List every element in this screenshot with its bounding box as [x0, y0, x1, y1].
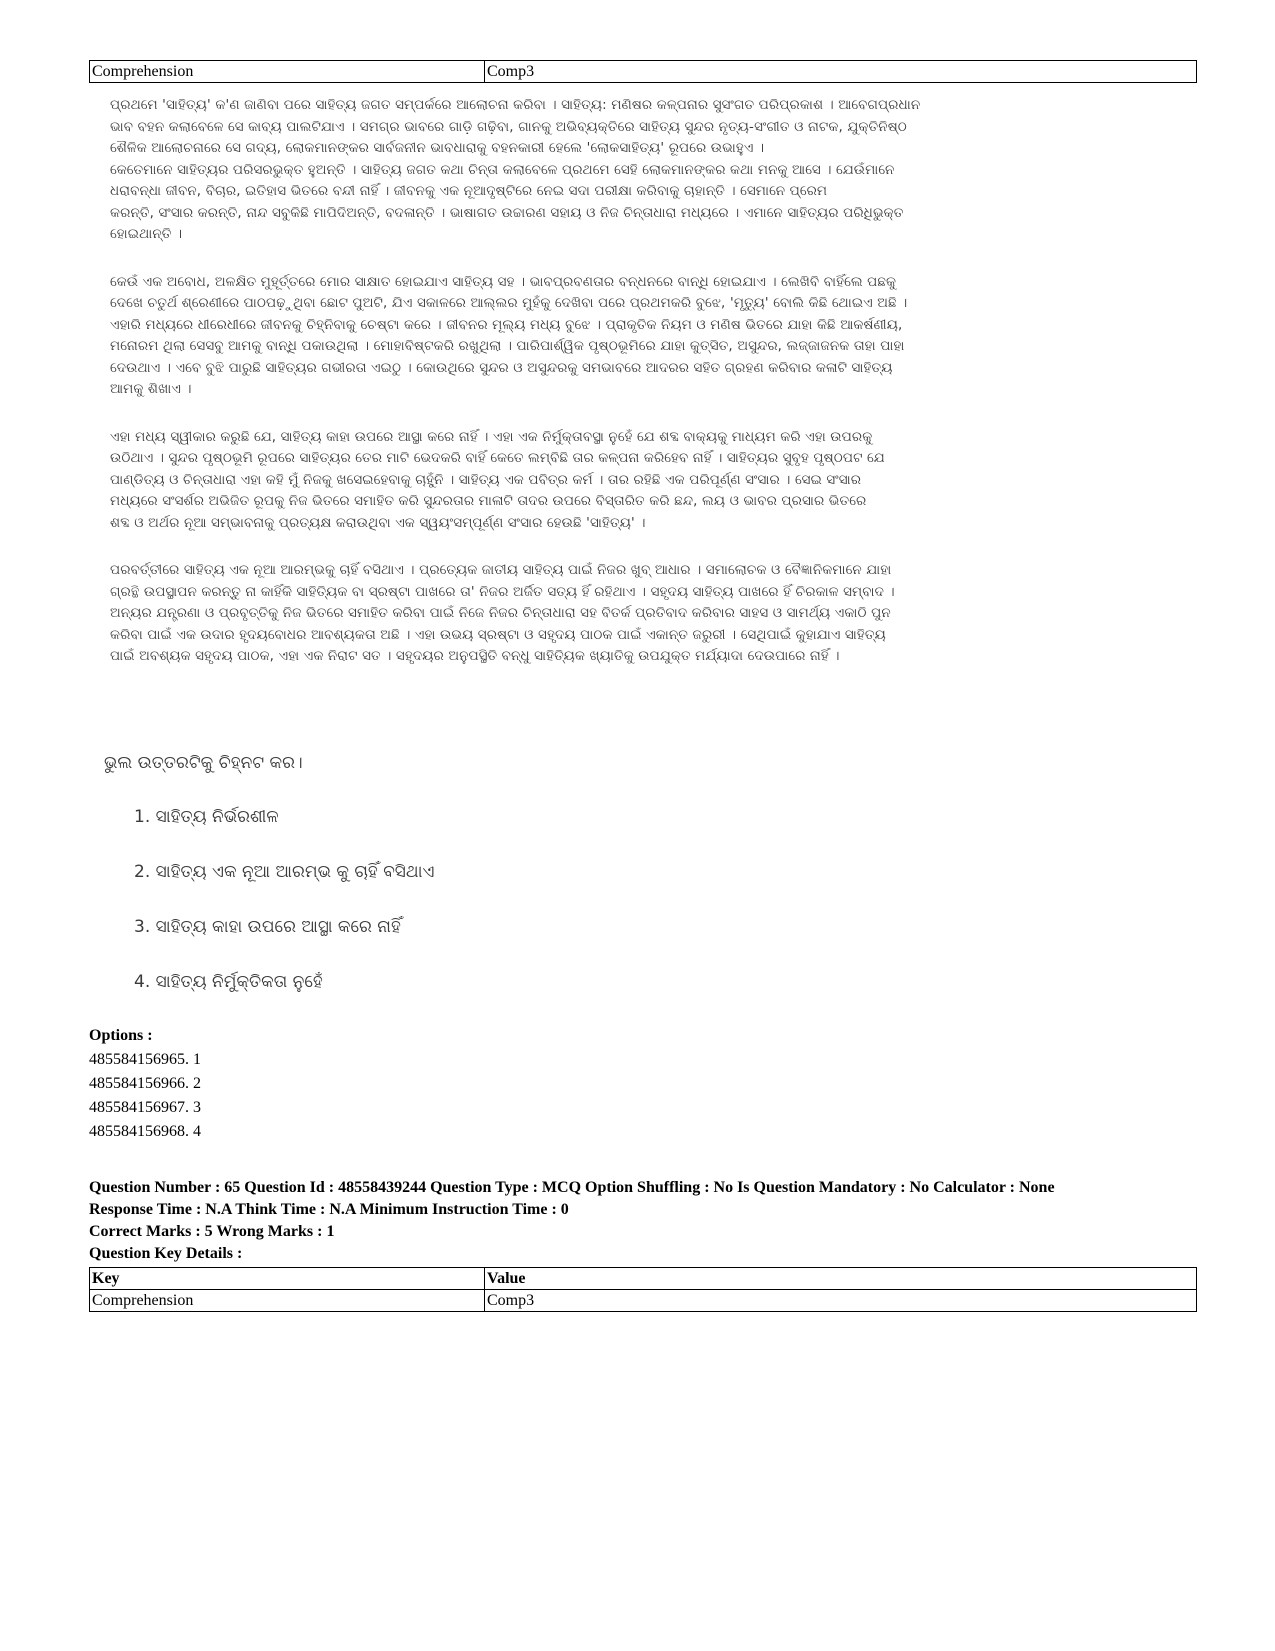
question-instruction: ଭୁଲ ଉତ୍ତରଟିକୁ ଚିହ୍ନଟ କର।: [104, 753, 303, 773]
table-cell-key: Comprehension: [90, 1290, 485, 1312]
question-meta-line: Response Time : N.A Think Time : N.A Minimum Instruction Time : 0: [89, 1201, 569, 1218]
comprehension-passage-image: [104, 95, 1000, 995]
table-row: [90, 61, 1197, 83]
table-row: [90, 1290, 1197, 1312]
marks-line: Correct Marks : 5 Wrong Marks : 1: [89, 1223, 335, 1240]
passage-paragraph: [110, 272, 1000, 401]
option-item: 485584156966. 2: [89, 1075, 201, 1092]
passage-line: ମଧ୍ୟରେ ସଂସର୍ଶର ଅଭିଜିତ ରୂପକୁ ନିଜ ଭିତରେ ସମାହିତ କରି ସୁନ୍ଦରତାର ମାଳାଟି ତାଦର ଉପରେ ବିସ୍ତାରିତ କରି ଛନ୍ଦ, ଲୟ ଓ ଭାବର ପ୍ରସାର ଭିତରେ: [110, 494, 867, 509]
question-key-table: [89, 1267, 1197, 1312]
passage-line: ପ୍ରଥମେ 'ସାହିତ୍ୟ' କ'ଣ ଜାଣିବା ପରେ ସାହିତ୍ୟ ଜଗତ ସମ୍ପର୍କରେ ଆଲୋଚନା କରିବା । ସାହିତ୍ୟ: ମଣିଷର କଳ୍ପନାର ସୁସଂଗତ ପରିପ୍ରକାଶ । ଆବେଗପ୍ରଧାନ: [110, 98, 921, 113]
statement-item: 1. ସାହିତ୍ୟ ନିର୍ଭରଶୀଳ: [134, 807, 279, 827]
passage-line: ମନୋରମ ଥିଲା ସେସବୁ ଆମକୁ ବାନ୍ଧି ପକାଉଥିଲା । ମୋହାବିଷ୍ଟକରି ରଖୁଥିଲା । ପାରିପାର୍ଶ୍ୱିକ ପୃଷ୍ଠଭୂମିରେ ଯାହା କୁତ୍ସିତ, ଅସୁନ୍ଦର, ଲଜ୍ଜାଜନକ ତାହା ପାହା: [110, 339, 905, 354]
passage-paragraph: [110, 427, 1000, 535]
statement-item: 2. ସାହିତ୍ୟ ଏକ ନୂଆ ଆରମ୍ଭ କୁ ଚାହିଁ ବସିଥାଏ: [134, 862, 435, 882]
passage-line: ଦେଉଥାଏ । ଏବେ ବୁଝି ପାରୁଛି ସାହିତ୍ୟର ଗଭୀରତା ଏଇଠୁ । କୋଉଥିରେ ସୁନ୍ଦର ଓ ଅସୁନ୍ଦରକୁ ସମଭାବରେ ଆଦରର ସହିତ ଗ୍ରହଣ କରିବାର କଳାଟି ସାହିତ୍ୟ: [110, 360, 893, 376]
options-label: Options :: [89, 1027, 153, 1044]
passage-line: କେଉଁ ଏକ ଅବୋଧ, ଅଳକ୍ଷିତ ମୁହୂର୍ତ୍ତରେ ମୋର ସାକ୍ଷାତ ହୋଇଯାଏ ସାହିତ୍ୟ ସହ । ଭାବପ୍ରବଣତାର ବନ୍ଧନରେ ବାନ୍ଧି ହୋଇଯାଏ । ଲେଖିବି ବାହିଁଲେ ପଛକୁ: [110, 274, 897, 290]
table-cell-value: Comp3: [485, 1290, 1197, 1312]
key-details-label: Question Key Details :: [89, 1245, 243, 1262]
table-cell-value: Comp3: [485, 61, 1197, 83]
table-header-value: Value: [485, 1268, 1197, 1290]
passage-line: ପରବର୍ତ୍ତୀରେ ସାହିତ୍ୟ ଏକ ନୂଆ ଆରମ୍ଭକୁ ଚାହିଁ ବସିଥାଏ । ପ୍ରତ୍ୟେକ ଜାତୀୟ ସାହିତ୍ୟ ପାଇଁ ନିଜର ଖୁବ୍ ଆଧାର । ସମାଲୋଚକ ଓ ବୈଜ୍ଞାନିକମାନେ ଯାହା: [110, 563, 892, 578]
statement-list: [134, 805, 434, 1025]
passage-line: ପାଣ୍ଡିତ୍ୟ ଓ ଚିନ୍ତାଧାରା ଏହା କହି ମୁଁ ନିଜକୁ ଖସେଇହେବାକୁ ଚାହୁଁନି । ସାହିତ୍ୟ ଏକ ପବିତ୍ର କର୍ମ । ତାର ରହିଛି ଏକ ପରିପୂର୍ଣ୍ଣ ସଂସାର । ସେଇ ସଂସାର: [110, 472, 862, 488]
option-item: 485584156965. 1: [89, 1051, 201, 1068]
passage-line: ହୋଇଥାନ୍ତି ।: [110, 227, 183, 242]
passage-line: ଭାବ ବହନ କଲାବେଳେ ସେ କାବ୍ୟ ପାଲଟିଯାଏ । ସମଗ୍ର ଭାବରେ ଗାଡ଼ି ଗଢ଼ିବା, ଗାନକୁ ଅଭିବ୍ୟକ୍ତିରେ ସାହିତ୍ୟ ସୁନ୍ଦର ନୃତ୍ୟ-ସଂଗୀତ ଓ ନାଟକ, ଯୁକ୍ତିନିଷ୍ଠ: [110, 119, 907, 135]
passage-line: ଅନ୍ୟର ଯନ୍ତ୍ରଣା ଓ ପ୍ରବୃତ୍ତିକୁ ନିଜ ଭିତରେ ସମାହିତ କରିବା ପାଇଁ ନିଜେ ନିଜର ଚିନ୍ତାଧାରା ସହ ବିତର୍କ ପ୍ରତିବାଦ କରିବାର ସାହସ ଓ ସାମର୍ଥ୍ୟ ଏକାଠି ପୁନ: [110, 606, 891, 621]
table-header-key: Key: [90, 1268, 485, 1290]
statement-item: 4. ସାହିତ୍ୟ ନିର୍ମୁକ୍ତିକତା ନୁହେଁ: [134, 972, 323, 992]
passage-line: ଆମକୁ ଶିଖାଏ ।: [110, 382, 192, 397]
options-list: [89, 1048, 201, 1144]
passage-line: ଏହା ମଧ୍ୟ ସ୍ୱୀକାର କରୁଛି ଯେ, ସାହିତ୍ୟ କାହା ଉପରେ ଆସ୍ଥା କରେ ନାହିଁ । ଏହା ଏକ ନିର୍ମୁକ୍ତାବସ୍ଥା ନୁହେଁ ଯେ ଶବ୍ଦ ବାକ୍ୟକୁ ମାଧ୍ୟମ କରି ଏହା ଉପରକୁ: [110, 429, 873, 445]
passage-line: କରନ୍ତି, ସଂସାର କରନ୍ତି, ନାନ୍ଦ ସବୁକିଛି ମାପିଦିଅନ୍ତି, ବଦଳାନ୍ତି । ଭାଷାଗତ ଉଚ୍ଚାରଣ ସହାୟ ଓ ନିଜ ଚିନ୍ତାଧାରା ମଧ୍ୟରେ । ଏମାନେ ସାହିତ୍ୟର ପରିଧିଭୁକ୍ତ: [110, 205, 904, 221]
passage-paragraph: [110, 95, 1000, 246]
passage-line: ଶବ୍ଦ ଓ ଅର୍ଥର ନୂଆ ସମ୍ଭାବନାକୁ ପ୍ରତ୍ୟକ୍ଷ କରାଉଥିବା ଏକ ସ୍ୱୟଂସମ୍ପୂର୍ଣ୍ଣ ସଂସାର ହେଉଛି 'ସାହିତ୍ୟ' ।: [110, 515, 646, 531]
passage-line: ପାଇଁ ଅବଶ୍ୟକ ସହୃଦୟ ପାଠକ, ଏହା ଏକ ନିରାଟ ସତ । ସହୃଦୟର ଅନୁପସ୍ଥିତି ବନ୍ଧୁ ସାହିତ୍ୟିକ ଖ୍ୟାତିକୁ ଉପଯୁକ୍ତ ମର୍ଯ୍ୟାଦା ଦେଉପାରେ ନାହିଁ ।: [110, 649, 840, 664]
option-item: 485584156967. 3: [89, 1099, 201, 1116]
passage-line: ଦେଖେ ଚତୁର୍ଥ ଶ୍ରେଣୀରେ ପାଠପଢ଼ୁଥିବା ଛୋଟ ପୁଅଟି, ଯିଏ ସକାଳରେ ଆଲ୍ଲର ମୁହଁକୁ ଦେଖିବା ପରେ ପ୍ରଥମକରି ବୁଝେ, 'ମୃତ୍ୟୁ' ବୋଲି କିଛି ଥୋଇଏ ଅଛି ।: [110, 296, 908, 311]
question-meta-line: Question Number : 65 Question Id : 48558439244 Question Type : MCQ Option Shuffling : No Is Question Mandatory : No Calculator : None: [89, 1179, 1055, 1196]
passage-paragraph: [110, 560, 1000, 668]
comprehension-key-table-top: [89, 60, 1197, 83]
passage-line: କରିବା ପାଇଁ ଏକ ଉଦାର ହୃଦୟବୋଧର ଆବଶ୍ୟକତା ଅଛି । ଏହା ଉଭୟ ସ୍ରଷ୍ଟା ଓ ସହୃଦୟ ପାଠକ ପାଇଁ ଏକାନ୍ତ ଜରୁରୀ । ସେଥିପାଇଁ କୁହାଯାଏ ସାହିତ୍ୟ: [110, 627, 886, 643]
passage-line: ଗ୍ରନ୍ଥି ଉପସ୍ଥାପନ କରନ୍ତୁ ନା କାହିଁକି ସାହିତ୍ୟିକ ବା ସ୍ରଷ୍ଟା ପାଖରେ ତା' ନିଜର ଅର୍ଜିତ ସତ୍ୟ ହିଁ ରହିଥାଏ । ସହୃଦୟ ସାହିତ୍ୟ ପାଖରେ ହିଁ ଚିରକାଳ ସମ୍ବାଦ ।: [110, 584, 895, 600]
option-item: 485584156968. 4: [89, 1123, 201, 1140]
passage-line: ଶୈଳିକ ଆଲୋଚନାରେ ସେ ଗଦ୍ୟ, ଲୋକମାନଙ୍କର ସାର୍ବଜନୀନ ଭାବଧାରାକୁ ବହନକାରୀ ହେଲେ 'ଲୋକସାହିତ୍ୟ' ରୂପରେ ଉଭାହୁଏ ।: [110, 141, 765, 156]
passage-line: କେତେମାନେ ସାହିତ୍ୟର ପରିସରଭୁକ୍ତ ହୁଅନ୍ତି । ସାହିତ୍ୟ ଜଗତ କଥା ଚିନ୍ତା କଲାବେଳେ ପ୍ରଥମେ ସେହି ଲୋକମାନଙ୍କର କଥା ମନକୁ ଆସେ । ଯେଉଁମାନେ: [110, 162, 895, 178]
table-header-row: [90, 1268, 1197, 1290]
table-cell-key: Comprehension: [90, 61, 485, 83]
statement-item: 3. ସାହିତ୍ୟ କାହା ଉପରେ ଆସ୍ଥା କରେ ନାହିଁ: [134, 917, 401, 937]
passage-line: ଏହାରି ମଧ୍ୟରେ ଧୀରେଧୀରେ ଜୀବନକୁ ଚିହ୍ନିବାକୁ ଚେଷ୍ଟା କରେ । ଜୀବନର ମୂଲ୍ୟ ମଧ୍ୟ ବୁଝେ । ପ୍ରାକୃତିକ ନିୟମ ଓ ମଣିଷ ଭିତରେ ଯାହା କିଛି ଆକର୍ଷଣୀୟ,: [110, 317, 903, 333]
passage-line: ଧରାବନ୍ଧା ଜୀବନ, ବିଚାର, ଇତିହାସ ଭିତରେ ବନ୍ଦୀ ନାହିଁ । ଜୀବନକୁ ଏକ ନୂଆଦୃଷ୍ଟିରେ ନେଇ ସଦା ପରୀକ୍ଷା କରିବାକୁ ଚାହାନ୍ତି । ସେମାନେ ପ୍ରେମ: [110, 184, 828, 199]
passage-text: [110, 95, 1000, 668]
question-meta: [89, 1178, 1055, 1266]
passage-line: ଉଠିଥାଏ । ସୁନ୍ଦର ପୃଷ୍ଠଭୂମି ରୂପରେ ସାହିତ୍ୟର ତେର ମାଟି ଭେଦକରି ବାହିଁ କେତେ ଲମ୍ବିଛି ତାର କଳ୍ପନା କରିହେବ ନାହିଁ । ସାହିତ୍ୟର ସୁବୃହ ପୃଷ୍ଠପଟ ଯେ: [110, 451, 885, 466]
